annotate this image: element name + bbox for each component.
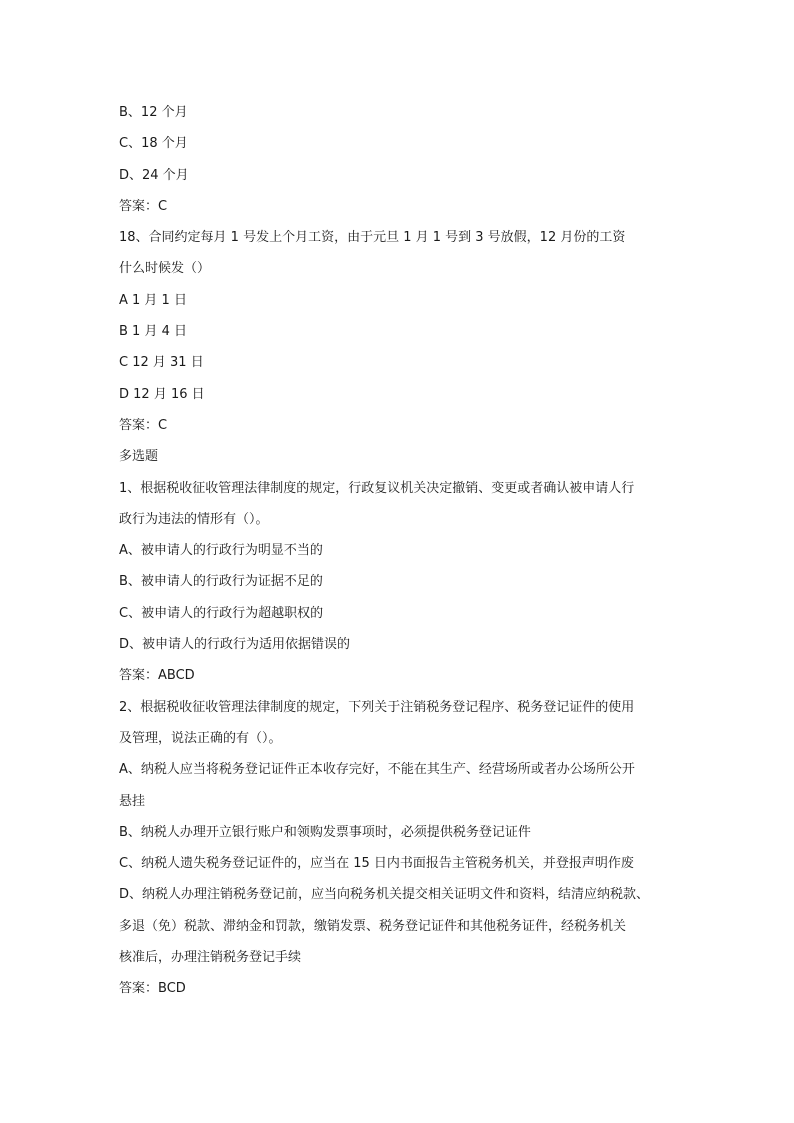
option-c-q18: C 12 月 31 日 (119, 355, 204, 371)
option-c-q2: C、纳税人遗失税务登记证件的，应当在 15 日内书面报告主管税务机关，并登报声明作废 (119, 856, 634, 872)
option-a-q1: A、被申请人的行政行为明显不当的 (119, 543, 323, 559)
option-a-q2-line-1: A、纳税人应当将税务登记证件正本收存完好，不能在其生产、经营场所或者办公场所公开 (119, 762, 635, 778)
option-d-q1: D、被申请人的行政行为适用依据错误的 (119, 637, 351, 653)
option-a-q2-line-2: 悬挂 (119, 793, 146, 809)
option-b-q2: B、纳税人办理开立银行账户和领购发票事项时，必须提供税务登记证件 (119, 824, 531, 840)
option-b-q17: B、12 个月 (119, 105, 188, 120)
answer-q1: 答案：ABCD (119, 668, 195, 684)
document-body (119, 97, 679, 1005)
option-b-q18: B 1 月 4 日 (119, 324, 187, 340)
answer-q17: 答案：C (119, 198, 168, 214)
option-d-q2-line-1: D、纳税人办理注销税务登记前，应当向税务机关提交相关证明文件和资料，结清应纳税款、 (119, 887, 650, 903)
question-18-line-2: 什么时候发（） (119, 261, 211, 277)
question-18-line-1: 18、合同约定每月 1 号发上个月工资，由于元旦 1 月 1 号到 3 号放假，12 月份的工资 (119, 230, 626, 246)
option-d-q2-line-3: 核准后，办理注销税务登记手续 (119, 950, 302, 966)
option-d-q17: D、24 个月 (119, 167, 189, 183)
option-c-q17: C、18 个月 (119, 136, 188, 152)
question-2-line-2: 及管理，说法正确的有（）。 (119, 730, 282, 746)
option-c-q1: C、被申请人的行政行为超越职权的 (119, 605, 324, 621)
question-2-line-1: 2、根据税收征收管理法律制度的规定，下列关于注销税务登记程序、税务登记证件的使用 (119, 699, 635, 715)
option-b-q1: B、被申请人的行政行为证据不足的 (119, 574, 323, 590)
option-a-q18: A 1 月 1 日 (119, 292, 187, 308)
answer-q2: 答案：BCD (119, 981, 186, 997)
option-d-q2-line-2: 多退（免）税款、滞纳金和罚款，缴销发票、税务登记证件和其他税务证件，经税务机关 (119, 918, 627, 934)
option-d-q18: D 12 月 16 日 (119, 386, 205, 402)
question-1-line-1: 1、根据税收征收管理法律制度的规定，行政复议机关决定撤销、变更或者确认被申请人行 (119, 480, 635, 496)
question-1-line-2: 政行为违法的情形有（）。 (119, 511, 269, 527)
section-heading-multiple-choice: 多选题 (119, 449, 159, 465)
answer-q18: 答案：C (119, 417, 168, 433)
